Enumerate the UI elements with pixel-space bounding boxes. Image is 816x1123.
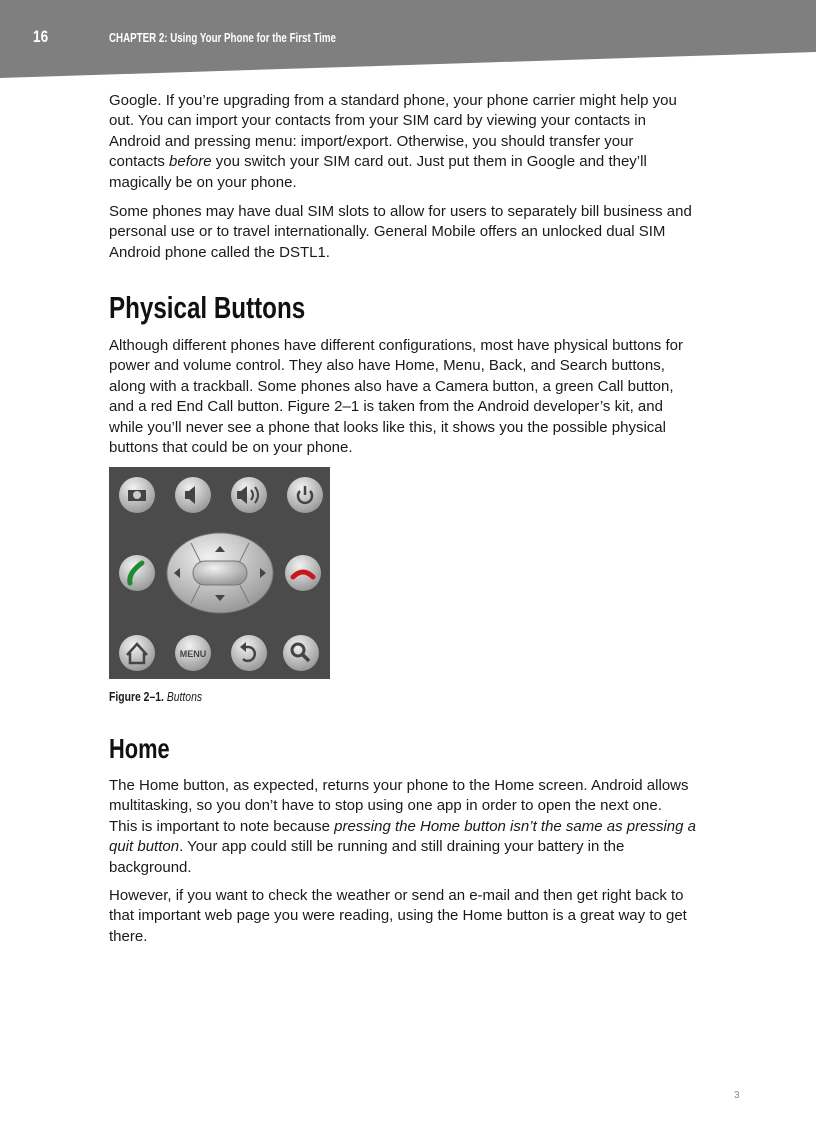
- text-segment: The Home button, as expected, returns your phone to the Home screen. Android allows: [109, 777, 689, 794]
- text-segment: buttons that could be on your phone.: [109, 439, 353, 457]
- paragraph: [109, 91, 677, 193]
- figure-caption-text: Buttons: [166, 689, 203, 704]
- text-segment: This is important to note because: [109, 817, 335, 835]
- text-line: [109, 377, 683, 397]
- text-line: [109, 927, 687, 947]
- dpad-trackball: [167, 533, 273, 613]
- text-segment: Although different phones have different configurations, most have physical buttons for: [109, 337, 683, 354]
- section-heading-home: Home: [109, 733, 170, 764]
- text-line: [109, 91, 677, 111]
- camera-button: [119, 477, 155, 513]
- text-segment: while you’ll never see a phone that looks like this, it shows you the possible physical: [109, 418, 666, 436]
- text-segment: However, if you want to check the weather or send an e-mail and then get right back to: [109, 887, 684, 904]
- text-line: [109, 336, 683, 356]
- buttons-figure: [109, 467, 330, 679]
- text-segment: and a red End Call button. Figure 2–1 is taken from the Android developer’s kit, and: [109, 398, 663, 416]
- search-button: [283, 635, 319, 671]
- chapter-title: CHAPTER 2: Using Your Phone for the First Time: [109, 31, 336, 45]
- menu-button: [175, 635, 211, 671]
- italic-text: before: [169, 153, 212, 171]
- text-line: [109, 132, 677, 152]
- text-segment: Some phones may have dual SIM slots to allow for users to separately bill business and: [109, 203, 692, 220]
- text-segment: . Your app could still be running and still draining your battery in the: [179, 838, 625, 856]
- text-line: [109, 886, 687, 906]
- end-call-button: [285, 555, 321, 591]
- paragraph: [109, 776, 696, 878]
- text-line: [109, 356, 683, 376]
- text-segment: Android phone called the DSTL1.: [109, 243, 330, 261]
- text-line: [109, 796, 696, 816]
- text-line: [109, 222, 692, 242]
- page-number: 16: [33, 27, 49, 46]
- figure-label: Figure 2–1.: [109, 689, 164, 704]
- italic-text: pressing the Home button isn’t the same as pressing a: [334, 817, 696, 835]
- italic-text: quit button: [109, 838, 180, 856]
- home-button: [119, 635, 155, 671]
- text-segment: multitasking, so you don’t have to stop using one app in order to open the next one.: [109, 797, 662, 815]
- text-line: [109, 906, 687, 926]
- section-heading-physical-buttons: Physical Buttons: [109, 290, 306, 325]
- paragraph: [109, 202, 692, 263]
- text-segment: Android and pressing menu: import/export. Otherwise, you should transfer your: [109, 132, 634, 150]
- back-button: [231, 635, 267, 671]
- text-segment: background.: [109, 858, 192, 876]
- power-button: [287, 477, 323, 513]
- text-line: [109, 438, 683, 458]
- text-segment: contacts: [109, 153, 170, 171]
- text-line: [109, 397, 683, 417]
- text-segment: power and volume control. They also have Home, Menu, Back, and Search buttons,: [109, 357, 665, 375]
- volume-down-button: [175, 477, 211, 513]
- text-segment: out. You can import your contacts from your SIM card by viewing your contacts in: [109, 112, 646, 130]
- text-line: [109, 837, 696, 857]
- text-segment: magically be on your phone.: [109, 173, 297, 191]
- text-segment: Google. If you’re upgrading from a standard phone, your phone carrier might help you: [109, 92, 677, 109]
- text-segment: personal use or to travel internationally. General Mobile offers an unlocked dual SIM: [109, 223, 666, 241]
- page-marker: 3: [734, 1090, 740, 1101]
- text-segment: that important web page you were reading, using the Home button is a great way to get: [109, 907, 687, 925]
- text-segment: there.: [109, 927, 148, 945]
- paragraph: [109, 886, 687, 947]
- text-segment: along with a trackball. Some phones also have a Camera button, a green Call button,: [109, 377, 674, 395]
- call-button: [119, 555, 155, 591]
- text-segment: you switch your SIM card out. Just put them in Google and they’ll: [211, 153, 647, 171]
- text-line: [109, 243, 692, 263]
- menu-label: MENU: [179, 649, 207, 659]
- text-line: [109, 776, 696, 796]
- text-line: [109, 817, 696, 837]
- paragraph: [109, 336, 683, 458]
- chapter-header-band: [0, 0, 816, 90]
- text-line: [109, 202, 692, 222]
- text-line: [109, 858, 696, 878]
- text-line: [109, 173, 677, 193]
- text-line: [109, 418, 683, 438]
- figure-caption: [109, 689, 202, 704]
- text-line: [109, 111, 677, 131]
- text-line: [109, 152, 677, 172]
- volume-up-button: [231, 477, 267, 513]
